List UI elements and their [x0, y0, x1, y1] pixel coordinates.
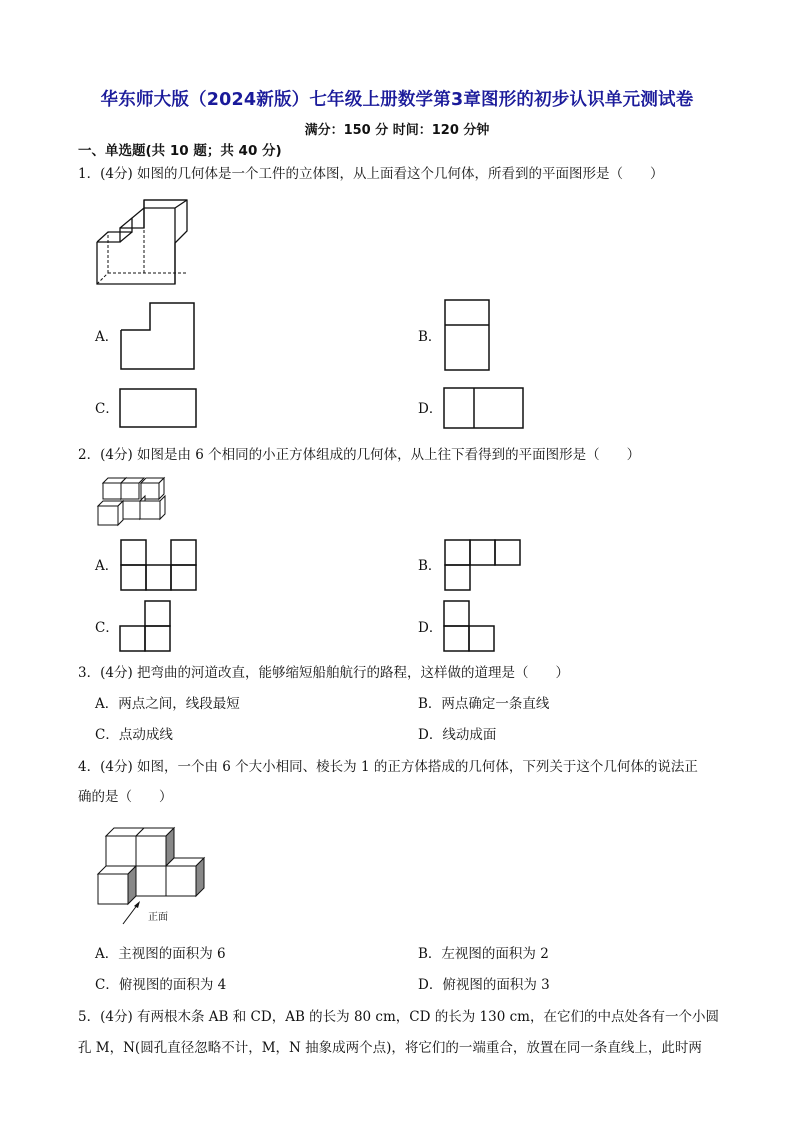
- question-4-stem-line2: 确的是（ ）: [78, 789, 173, 805]
- q1-option-a-figure[interactable]: [120, 302, 195, 370]
- q4-option-d[interactable]: D．俯视图的面积为 3: [418, 977, 550, 993]
- question-3-stem: 3．(4分) 把弯曲的河道改直，能够缩短船舶航行的路程，这样做的道理是（ ）: [78, 665, 570, 681]
- q3-option-d[interactable]: D．线动成面: [418, 727, 497, 743]
- q2-option-c-label[interactable]: C．: [95, 620, 119, 636]
- q1-option-d-label[interactable]: D．: [418, 401, 443, 417]
- q1-option-c-figure[interactable]: [119, 388, 197, 428]
- q2-option-a-label[interactable]: A．: [95, 558, 119, 574]
- front-view-label: 正面: [148, 912, 168, 923]
- q1-option-c-label[interactable]: C．: [95, 401, 119, 417]
- question-2-figure: [96, 475, 168, 527]
- q4-option-a[interactable]: A．主视图的面积为 6: [95, 946, 226, 962]
- q2-option-d-label[interactable]: D．: [418, 620, 443, 636]
- q3-option-b[interactable]: B．两点确定一条直线: [418, 696, 550, 712]
- q1-option-d-figure[interactable]: [443, 387, 524, 429]
- page-title: 华东师大版（2024新版）七年级上册数学第3章图形的初步认识单元测试卷: [100, 90, 694, 110]
- question-1-stem: 1．(4分) 如图的几何体是一个工件的立体图，从上面看这个几何体，所看到的平面图形是（ ）: [78, 166, 664, 182]
- exam-info: 满分：150 分 时间：120 分钟: [304, 123, 490, 138]
- q2-option-a-figure[interactable]: [120, 539, 198, 591]
- q4-option-b[interactable]: B．左视图的面积为 2: [418, 946, 549, 962]
- section-heading: 一、单选题(共 10 题；共 40 分): [78, 143, 282, 159]
- q1-option-b-label[interactable]: B．: [418, 329, 442, 345]
- question-4-stem-line1: 4．(4分) 如图，一个由 6 个大小相同、棱长为 1 的正方体搭成的几何体，下列关于这个几何体的说法正: [78, 759, 698, 775]
- q1-option-a-label[interactable]: A．: [95, 329, 119, 345]
- q3-option-c[interactable]: C．点动成线: [95, 727, 173, 743]
- q2-option-d-figure[interactable]: [443, 600, 496, 653]
- question-5-stem-line1: 5．(4分) 有两根木条 AB 和 CD，AB 的长为 80 cm，CD 的长为 130 cm，在它们的中点处各有一个小圆: [78, 1009, 719, 1025]
- question-2-stem: 2．(4分) 如图是由 6 个相同的小正方体组成的几何体，从上往下看得到的平面图形是（ ）: [78, 447, 641, 463]
- question-5-stem-line2: 孔 M，N(圆孔直径忽略不计，M，N 抽象成两个点)，将它们的一端重合，放置在同一条直线上，此时两: [78, 1040, 702, 1056]
- q3-option-a[interactable]: A．两点之间，线段最短: [95, 696, 240, 712]
- q1-option-b-figure[interactable]: [444, 299, 490, 371]
- q2-option-b-label[interactable]: B．: [418, 558, 442, 574]
- question-1-figure: [90, 196, 190, 288]
- q4-option-c[interactable]: C．俯视图的面积为 4: [95, 977, 227, 993]
- q2-option-c-figure[interactable]: [119, 600, 172, 653]
- q2-option-b-figure[interactable]: [444, 539, 521, 591]
